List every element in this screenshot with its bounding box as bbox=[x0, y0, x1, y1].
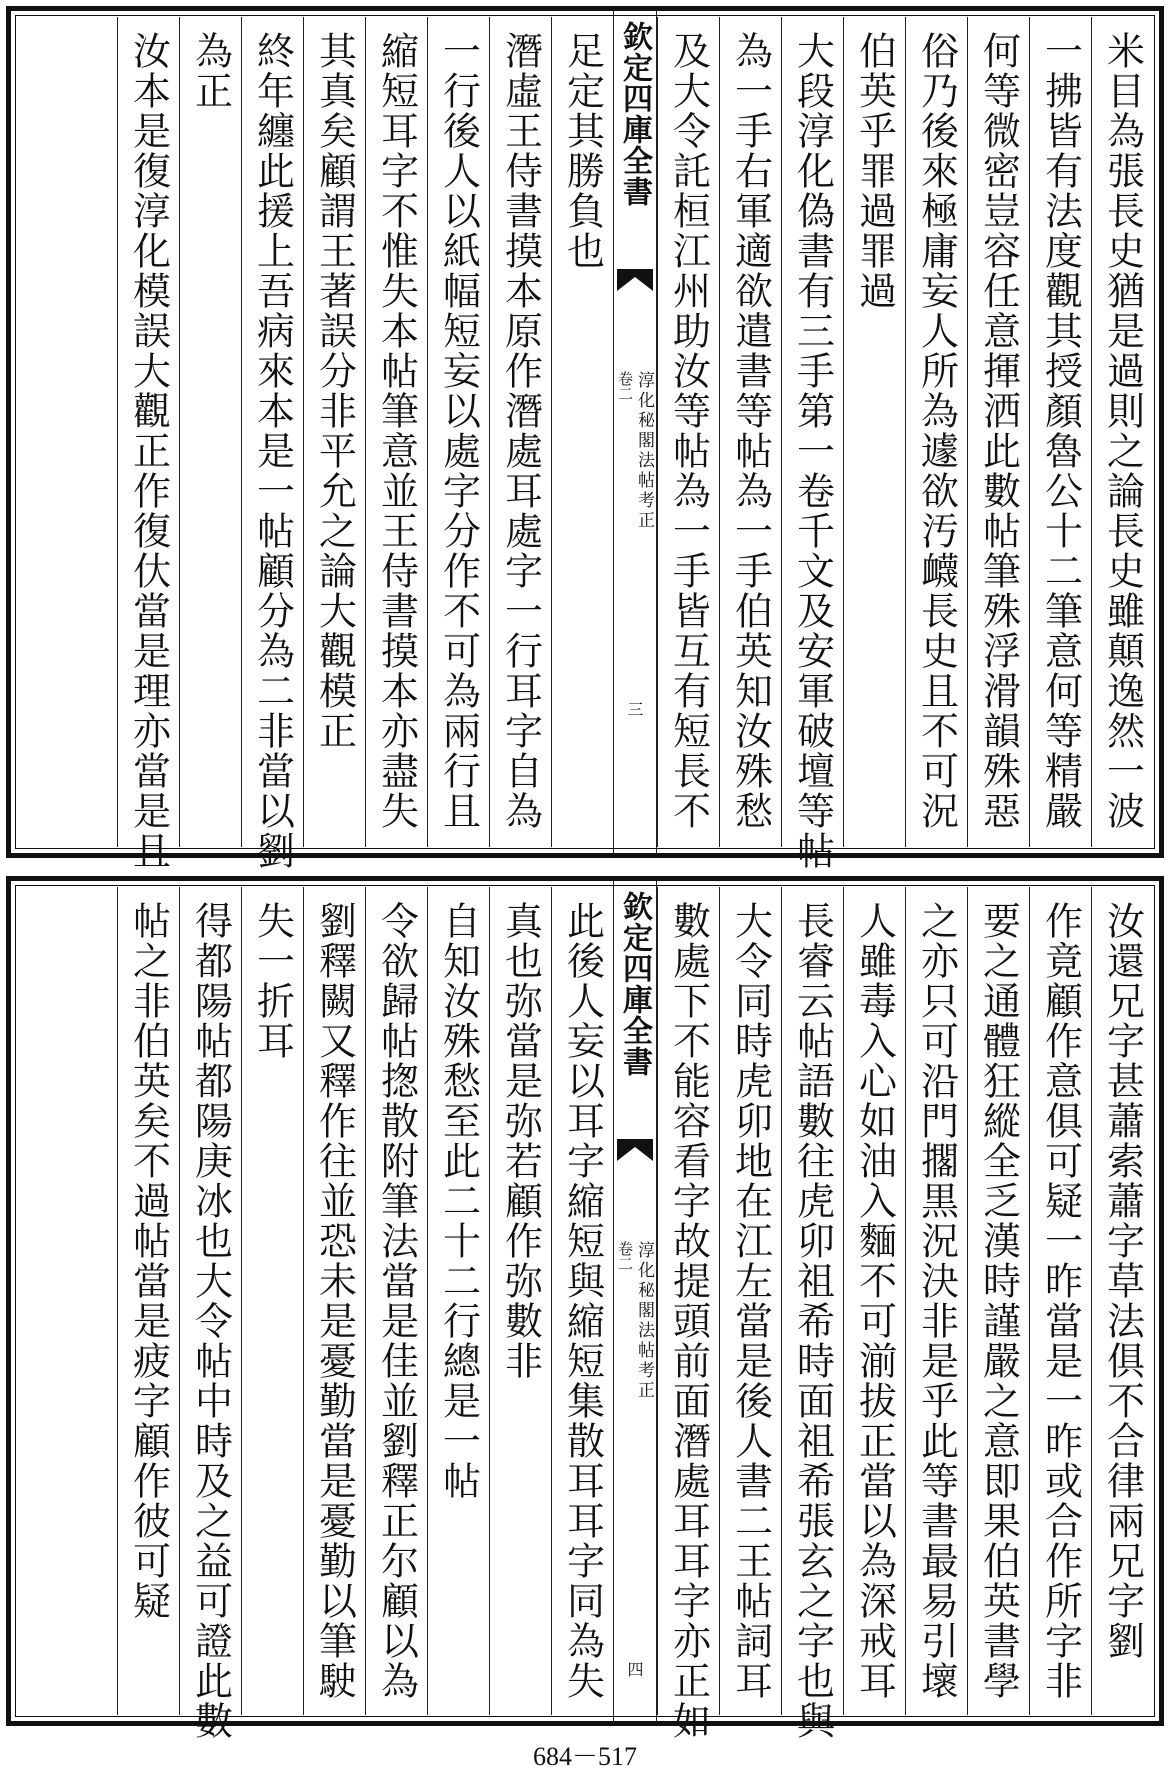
text-column: 人雖毒入心如油入麵不可湔拔正當以為深戒耳 bbox=[843, 887, 905, 1715]
fish-tail-icon bbox=[617, 269, 653, 291]
text-column: 令欲歸帖揔散附筆法當是佳並劉釋正尔顧以為 bbox=[365, 887, 427, 1715]
fish-tail-icon bbox=[617, 1139, 653, 1161]
center-strip bbox=[613, 11, 657, 853]
text-column: 此後人妄以耳字縮短與縮短集散耳耳字同為失 bbox=[551, 887, 613, 1715]
text-column: 帖之非伯英矣不過帖當是疲字顧作彼可疑 bbox=[117, 887, 179, 1715]
text-column: 劉釋闕又釋作往並恐未是憂勤當是憂勤以筆駛 bbox=[303, 887, 365, 1715]
page-panel-top bbox=[6, 6, 1164, 871]
book-title: 淳化秘閣法帖考正 bbox=[634, 371, 654, 531]
text-column: 大令同時虎卯地在江左當是後人書二王帖詞耳 bbox=[719, 887, 781, 1715]
text-column: 為正 bbox=[179, 17, 241, 847]
text-column: 汝本是復淳化模誤大觀正作復㐲當是理亦當是且 bbox=[117, 17, 179, 847]
text-column: 大段淳化偽書有三手第一卷千文及安軍破壇等帖 bbox=[781, 17, 843, 847]
text-column: 及大令託桓江州助汝等帖為一手皆互有短長不 bbox=[657, 17, 719, 847]
text-column: 作竟顧作意俱可疑一昨當是一昨或合作所字非 bbox=[1029, 887, 1091, 1715]
text-column: 真也弥當是弥若顧作弥數非 bbox=[489, 887, 551, 1715]
text-column: 要之通體狂縱全乏漢時謹嚴之意即果伯英書學 bbox=[967, 887, 1029, 1715]
text-column: 俗乃後來極庸妄人所為遽欲汚衊長史且不可況 bbox=[905, 17, 967, 847]
text-column: 一行後人以紙幅短妄以處字分作不可為兩行且 bbox=[427, 17, 489, 847]
fish-tail-mark bbox=[617, 269, 653, 291]
text-column: 之亦只可沿門擱黒況決非是乎此等書最易引壞 bbox=[905, 887, 967, 1715]
juan-label: 卷二 bbox=[616, 371, 634, 401]
text-column: 數處下不能容看字故提頭前面潛處耳耳字亦正如 bbox=[657, 887, 719, 1715]
text-column: 何等微密豈容任意揮洒此數帖筆殊浮滑韻殊惡 bbox=[967, 17, 1029, 847]
text-column: 自知汝殊愁至此二十二行總是一帖 bbox=[427, 887, 489, 1715]
text-column: 汝還兄字甚蕭索蕭字草法俱不合律兩兄字劉 bbox=[1091, 887, 1153, 1715]
page-panel-bottom bbox=[6, 876, 1164, 1741]
text-column: 足定其勝負也 bbox=[551, 17, 613, 847]
column-area bbox=[11, 11, 1159, 871]
text-column: 得都陽帖都陽庚冰也大令帖中時及之益可證此數 bbox=[179, 887, 241, 1715]
leaf-number: 四 bbox=[625, 1661, 644, 1677]
page-number: 684－517 bbox=[532, 1742, 637, 1771]
text-column: 為一手右軍適欲遣書等帖為一手伯英知汝殊愁 bbox=[719, 17, 781, 847]
text-column: 潛虛王侍書摸本原作潛處耳處字一行耳字自為 bbox=[489, 17, 551, 847]
text-column: 終年纏此援上吾病來本是一帖顧分為二非當以劉 bbox=[241, 17, 303, 847]
text-column: 縮短耳字不惟失本帖筆意並王侍書摸本亦盡失 bbox=[365, 17, 427, 847]
center-strip bbox=[613, 881, 657, 1721]
series-title: 欽定四庫全書 bbox=[617, 21, 652, 207]
text-column: 長睿云帖語數往虎卯祖希時面祖希張玄之字也與 bbox=[781, 887, 843, 1715]
text-column: 失一折耳 bbox=[241, 887, 303, 1715]
fish-tail-mark bbox=[617, 1139, 653, 1161]
text-column: 米目為張長史猶是過則之論長史雖顛逸然一波 bbox=[1091, 17, 1153, 847]
leaf-number: 三 bbox=[625, 701, 644, 717]
text-column: 一拂皆有法度觀其授顏魯公十二筆意何等精嚴 bbox=[1029, 17, 1091, 847]
text-column: 其真矣顧謂王著誤分非平允之論大觀模正 bbox=[303, 17, 365, 847]
text-column: 伯英乎罪過罪過 bbox=[843, 17, 905, 847]
column-area bbox=[11, 881, 1159, 1741]
book-title: 淳化秘閣法帖考正 bbox=[634, 1241, 654, 1401]
series-title: 欽定四庫全書 bbox=[617, 891, 652, 1077]
juan-label: 卷二 bbox=[616, 1241, 634, 1271]
